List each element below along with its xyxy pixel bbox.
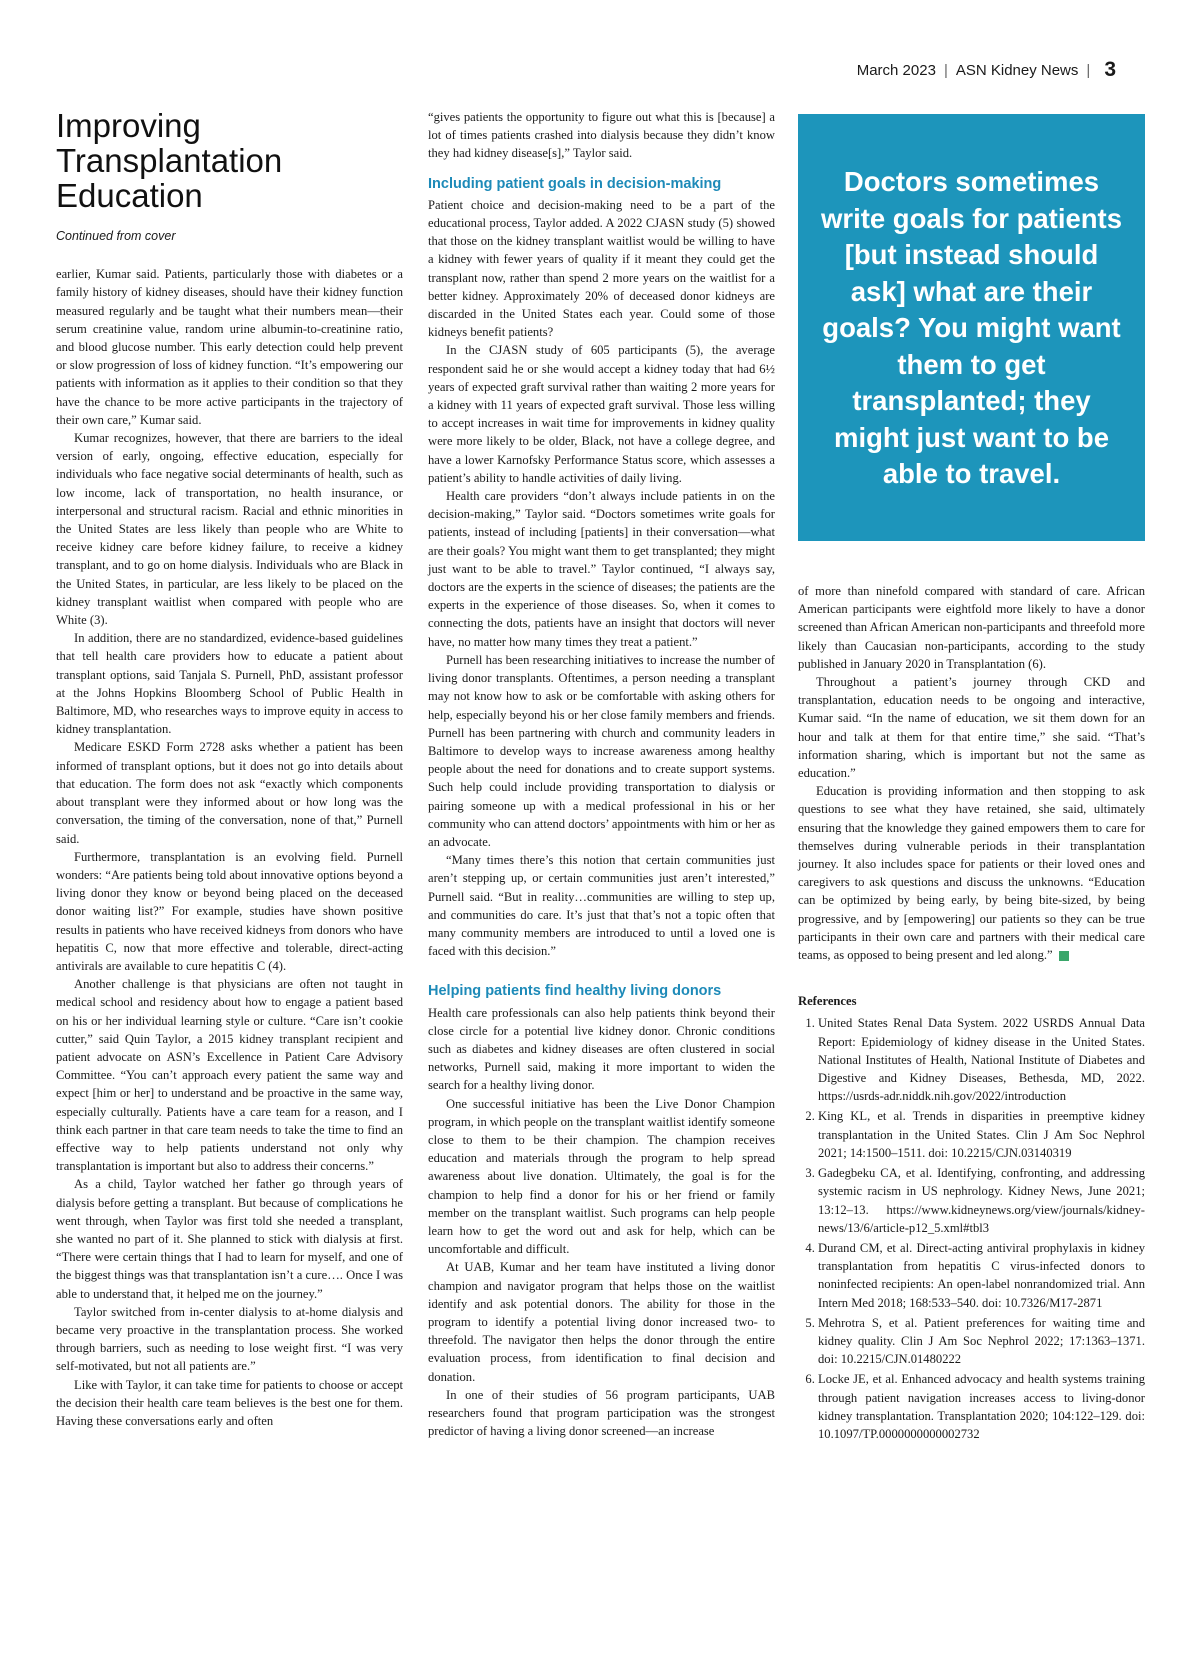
paragraph: Medicare ESKD Form 2728 asks whether a patient has been informed of transplant options, but it does not go into details about that education. The form does not ask “exactly which components about transplant were they informed about or how long was the conversation, the timing of the conversation, none of that,” Purnell said. <box>56 740 403 846</box>
paragraph: Kumar recognizes, however, that there are barriers to the ideal version of early, ongoing, effective education, especially for individuals who face negative social determinants of health, such as low income, lack of transportation, no health insurance, or interpersonal and structural racism. Racial and ethnic minorities in the United States are less likely than people who are White to receive kidney care before kidney failure, to receive a kidney transplant, and to go on home dialysis. Individuals who are Black in the United States, in particular, are less likely to be placed on the kidney transplant waitlist when compared with people who are White (3). <box>56 431 403 628</box>
pull-quote <box>798 114 1145 541</box>
paragraph: Another challenge is that physicians are often not taught in medical school and residency about how to engage a patient based on his or her individual learning style or culture. “Care isn’t cookie cutter,” said Quin Taylor, a 2015 kidney transplant recipient and patient advocate on ASN’s Excellence in Patient Care Advisory Committee. “You can’t approach every patient the same way and expect [him or her] to understand and be proactive in the same way, especially culturally. Patients have a care team for a reason, and I think each partner in that care team needs to take the time to find an effective way to help patients understand not only why transplantation is important but also to address their concerns.” <box>56 977 403 1174</box>
references-list <box>798 1014 1145 1443</box>
reference-item: 3. Gadegbeku CA, et al. Identifying, confronting, and addressing systemic racism in US nephrology. Kidney News, June 2021; 13:12–13. https://www.kidneynews.org/view/journals/kidney-news/13/6/article-p12_5.xml#tbl3 <box>818 1164 1145 1237</box>
reference-item: 2. King KL, et al. Trends in disparities in preemptive kidney transplantation in the United States. Clin J Am Soc Nephrol 2021; 14:1500–1511. doi: 10.2215/CJN.03140319 <box>818 1107 1145 1162</box>
paragraph: Like with Taylor, it can take time for patients to choose or accept the decision their health care team believes is the best one for them. Having these conversations early and often <box>56 1377 403 1428</box>
continued-note: Continued from cover <box>56 229 176 243</box>
reference-item: 6. Locke JE, et al. Enhanced advocacy and health systems training through patient navigation increases access to living-donor kidney transplantation. Transplantation 2020; 104:122–129. doi: 10.1097/TP.0000000000002732 <box>818 1370 1145 1443</box>
section-heading: Including patient goals in decision-making <box>428 175 722 192</box>
reference-item: 1. United States Renal Data System. 2022 USRDS Annual Data Report: Epidemiology of kidney disease in the United States. National Institutes of Health, National Institute of Diabetes and Digestive and Kidney Diseases, Bethesda, MD, 2022. https://usrds-adr.niddk.nih.gov/2022/introduction <box>818 1014 1145 1105</box>
paragraph: Health care providers “don’t always include patients in on the decision-making,” Taylor said. “Doctors sometimes write goals for patients, instead of including [patients] in their conversation—what are their goals? You might want them to get transplanted; they might just want to be able to travel.” Taylor continued, “I always say, doctors are the experts in the science of diseases; the patients are the experts in the experience of those diseases. So, when it comes to connecting the dots, patients have an insight that doctors will never have, no matter how many times they treat a patient.” <box>428 489 775 649</box>
paragraph: In the CJASN study of 605 participants (5), the average respondent said he or she would accept a kidney today that had 6½ years of expected graft survival rather than waiting 2 more years for a kidney with 11 years of expected graft survival. Those less willing to accept increases in wait time for improvements in kidney quality were more likely to be older, Black, not have a college degree, and have a lower Karnofsky Performance Status score, which assesses a patient’s ability to handle activities of daily living. <box>428 343 775 485</box>
page-header <box>857 58 1116 82</box>
column-1 <box>56 108 403 1430</box>
paragraph: “gives patients the opportunity to figure out what this is [because] a lot of times patients crashed into dialysis because they didn’t know they had kidney disease[s],” Taylor said. <box>428 110 775 161</box>
paragraph: earlier, Kumar said. Patients, particularly those with diabetes or a family history of kidney diseases, should have their kidney function measured regularly and be taught what their numbers mean—their serum creatinine value, random urine albumin-to-creatinine ratio, and blood glucose number. This early detection could help prevent or slow progression of loss of kidney function. “It’s empowering our patients with information as it applies to their condition so that they have the chance to be more active participants in the trajectory of their own care,” Kumar said. <box>56 267 403 427</box>
section-heading: Helping patients find healthy living donors <box>428 983 722 1000</box>
header-separator: | <box>1086 61 1091 79</box>
paragraph: Health care professionals can also help patients think beyond their close circle for a potential live kidney donor. Chronic conditions such as diabetes and kidney diseases are often clustered in social networks, Purnell said, making it more important to widen the search for a healthy living donor. <box>428 1005 775 1093</box>
references-heading: References <box>798 994 857 1009</box>
page-number: 3 <box>1104 58 1116 81</box>
issue-date: March 2023 <box>856 61 936 79</box>
paragraph: Taylor switched from in-center dialysis to at-home dialysis and became very proactive in the transplantation process. She worked through barriers, such as needing to lose weight first. “I was very self-motivated, but not all patients are.” <box>56 1304 403 1374</box>
paragraph: Furthermore, transplantation is an evolving field. Purnell wonders: “Are patients being told about innovative options beyond a living donor they know or beyond being placed on the deceased donor waiting list?” For example, studies have shown positive results in patients who have received kidneys from donors who have hepatitis C, now that more effective and tolerable, direct-acting antivirals are available to cure hepatitis C (4). <box>56 849 403 973</box>
paragraph: In addition, there are no standardized, evidence-based guidelines that tell health care providers how to educate a patient about transplant options, said Tanjala S. Purnell, PhD, assistant professor at the Johns Hopkins Bloomberg School of Public Health in Baltimore, MD, who researches ways to improve equity in access to kidney transplantation. <box>56 631 403 737</box>
paragraph-text: Education is providing information and then stopping to ask questions to see what they have retained, she said, ultimately ensuring that the knowledge they gained empowers them to care for themselves during vulnerable periods in their transplantation journey. It also includes space for patients or their loved ones and caregivers to ask questions and discuss the unknowns. “Education can be optimized by being early, by being bite-sized, by being progressive, and by [empowering] our patients so they can be true participants in their own care and partners with their medical care teams, as opposed to being present and led along.” <box>798 784 1145 963</box>
paragraph: At UAB, Kumar and her team have instituted a living donor champion and navigator program that helps those on the waitlist identify and ask potential donors. The ability for those in the program to identify a potential living donor increased two- to threefold. The navigator then helps the donor through the entire evaluation process, from identification to final decision and donation. <box>428 1260 775 1384</box>
article-title: Improving Transplantation Education <box>56 107 283 214</box>
paragraph: One successful initiative has been the Live Donor Champion program, in which people on the transplant waitlist identify someone close to them to be their champion. The champion receives education and materials through the program to help spread awareness about live donation. Ultimately, the goal is for the champion to help find a donor for his or her friend or family member on the transplant waitlist. Such programs can help people learn how to get the word out and ask for help, which can be uncomfortable and difficult. <box>428 1096 775 1257</box>
publication-name: ASN Kidney News <box>955 61 1079 79</box>
paragraph: As a child, Taylor watched her father go through years of dialysis before getting a transplant. But because of complications he went through, when Taylor was first told she needed a transplant, she wanted no part of it. She planned to stick with dialysis at first. “There were certain things that I had to learn for myself, and one of the biggest things was that transplantation isn’t a cure…. Once I was able to understand that, it helped me on the journey.” <box>56 1177 403 1301</box>
column-3 <box>798 582 1145 1445</box>
reference-item: 5. Mehrotra S, et al. Patient preferences for waiting time and kidney quality. Clin J Am Soc Nephrol 2022; 17:1363–1371. doi: 10.2215/CJN.01480222 <box>818 1314 1145 1369</box>
column-2 <box>428 108 775 1440</box>
paragraph: Patient choice and decision-making need to be a part of the educational process, Taylor added. A 2022 CJASN study (5) showed that those on the kidney transplant waitlist would be willing to have a kidney with fewer years of quality if it meant they could get the transplant now, rather than spend 2 more years on the waitlist for a better kidney. Approximately 20% of deceased donor kidneys are discarded in the United States each year. Could some of those kidneys benefit patients? <box>428 197 775 340</box>
paragraph: Throughout a patient’s journey through CKD and transplantation, education needs to be ongoing and interactive, Kumar said. “In the name of education, we sit them down for an hour and talk at them for that entire time,” she said. “That’s information sharing, which is important but not the same as education.” <box>798 675 1145 781</box>
paragraph: of more than ninefold compared with standard of care. African American participants were eightfold more likely to have a donor screened than African American non-participants and threefold more likely than Caucasian non-participants, according to the study published in January 2020 in Transplantation (6). <box>798 584 1145 671</box>
pull-quote-text: Doctors sometimes write goals for patients [but instead should ask] what are their goals? You might want them to get transplanted; they might just want to be able to travel. <box>820 166 1123 489</box>
paragraph: Purnell has been researching initiatives to increase the number of living donor transplants. Oftentimes, a person needing a transplant may not know how to ask or be comfortable with asking others for help, especially beyond his or her close family members and friends. Purnell has been partnering with church and community leaders in Baltimore to develop ways to increase awareness among healthy people about the need for donations and to create support systems. Such help could include providing transportation to dialysis or pairing someone up with a medical professional in his or her community who can attend doctors’ appointments with him or her as an advocate. <box>428 652 775 849</box>
end-of-article-mark <box>1059 951 1069 961</box>
paragraph: “Many times there’s this notion that certain communities just aren’t stepping up, or certain communities just aren’t interested,” Purnell said. “But in reality…communities are willing to step up, and communities do care. It’s just that that’s not a topic often that many community members are introduced to until a loved one is faced with this decision.” <box>428 853 775 959</box>
reference-item: 4. Durand CM, et al. Direct-acting antiviral prophylaxis in kidney transplantation from hepatitis C virus-infected donors to noninfected recipients: An open-label nonrandomized trial. Ann Intern Med 2018; 168:533–540. doi: 10.7326/M17-2871 <box>818 1239 1145 1312</box>
paragraph <box>798 782 1145 964</box>
paragraph: In one of their studies of 56 program participants, UAB researchers found that program participation was the strongest predictor of having a living donor screened—an increase <box>428 1387 775 1439</box>
header-separator: | <box>943 61 948 79</box>
